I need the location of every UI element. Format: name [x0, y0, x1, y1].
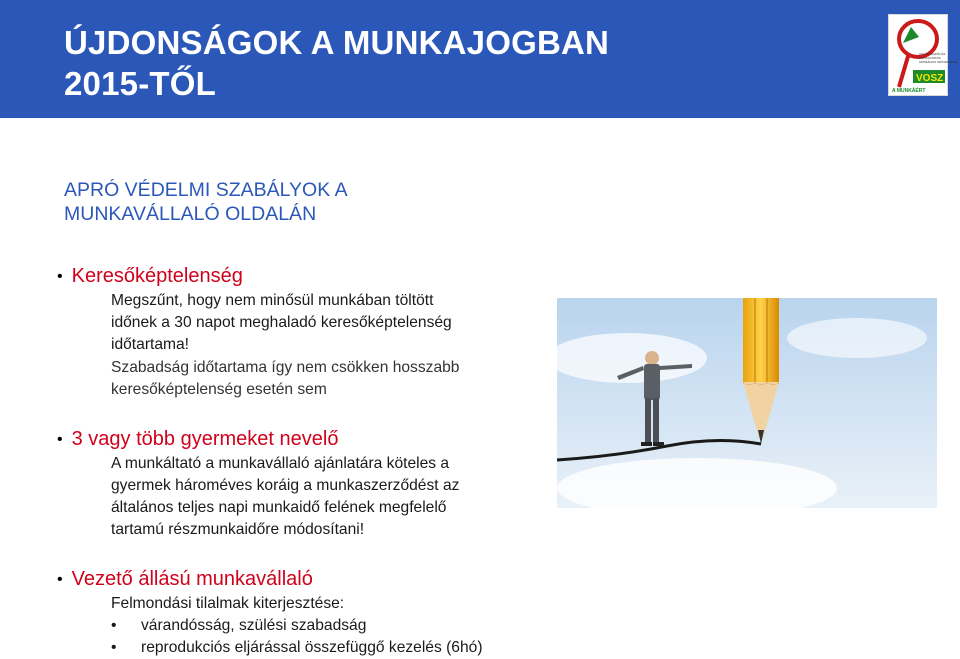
section-heading-label: 3 vagy több gyermeket nevelő — [71, 428, 339, 450]
executive-list-item — [111, 637, 483, 659]
sick-leave-paragraph-1 — [111, 290, 452, 356]
paragraph-line: időtartama! — [111, 336, 190, 353]
children-paragraph — [111, 453, 459, 541]
paragraph-line: Megszűnt, hogy nem minősül munkában töltött — [111, 292, 434, 309]
paragraph-line: keresőképtelenség esetén sem — [111, 381, 327, 398]
bullet-icon: • — [111, 639, 117, 656]
executive-list-item — [111, 615, 366, 637]
vosz-logo — [888, 14, 958, 96]
logo-subtext-3: ORSZÁGOS SZÖVETSÉGE — [919, 60, 958, 64]
paragraph-line: tartamú részmunkaidőre módosítani! — [111, 521, 365, 538]
paragraph-line: időnek a 30 napot meghaladó keresőképtelenség — [111, 314, 452, 331]
subtitle-line-1: APRÓ VÉDELMI SZABÁLYOK A — [64, 179, 348, 201]
list-item-label: reprodukciós eljárással összefüggő kezelés (6hó) — [141, 639, 483, 656]
section-heading-executive — [57, 567, 313, 592]
bullet-icon: • — [111, 617, 117, 634]
bullet-icon: • — [57, 431, 63, 448]
paragraph-line: Szabadság időtartama így nem csökken hosszabb — [111, 359, 460, 376]
paragraph-line: általános teljes napi munkaidő felének megfelelő — [111, 499, 447, 516]
logo-subtext-1: VÁLLALKOZÓK ÉS — [919, 52, 946, 56]
paragraph-line: gyermek hároméves koráig a munkaszerződést az — [111, 477, 460, 494]
subtitle-line-2: MUNKAVÁLLALÓ OLDALÁN — [64, 203, 317, 225]
section-heading-label: Keresőképtelenség — [71, 265, 243, 287]
title-line-2: 2015-TŐL — [64, 65, 216, 102]
section-heading-sick-leave — [57, 264, 243, 289]
title-banner — [0, 0, 960, 118]
title-line-1: ÚJDONSÁGOK A MUNKAJOGBAN — [64, 24, 610, 61]
list-item-label: várandósság, szülési szabadság — [141, 617, 367, 634]
slide-subtitle — [64, 178, 584, 226]
logo-bottom-text: A MUNKÁÉRT — [892, 88, 926, 94]
tightrope-pencil-image — [557, 298, 937, 508]
section-heading-label: Vezető állású munkavállaló — [71, 568, 313, 590]
bullet-icon: • — [57, 268, 63, 285]
sick-leave-paragraph-2 — [111, 357, 459, 401]
paragraph-line: A munkáltató a munkavállaló ajánlatára köteles a — [111, 455, 450, 472]
logo-text: VOSZ — [916, 73, 944, 84]
executive-intro: Felmondási tilalmak kiterjesztése: — [111, 595, 345, 612]
bullet-icon: • — [57, 571, 63, 588]
logo-subtext-2: MUNKÁLTATÓK — [919, 56, 941, 60]
section-heading-children — [57, 427, 338, 452]
vosz-logo-graphic — [889, 15, 958, 95]
businessman-on-pencil-tightrope-icon — [557, 298, 937, 508]
page-title — [64, 22, 864, 104]
